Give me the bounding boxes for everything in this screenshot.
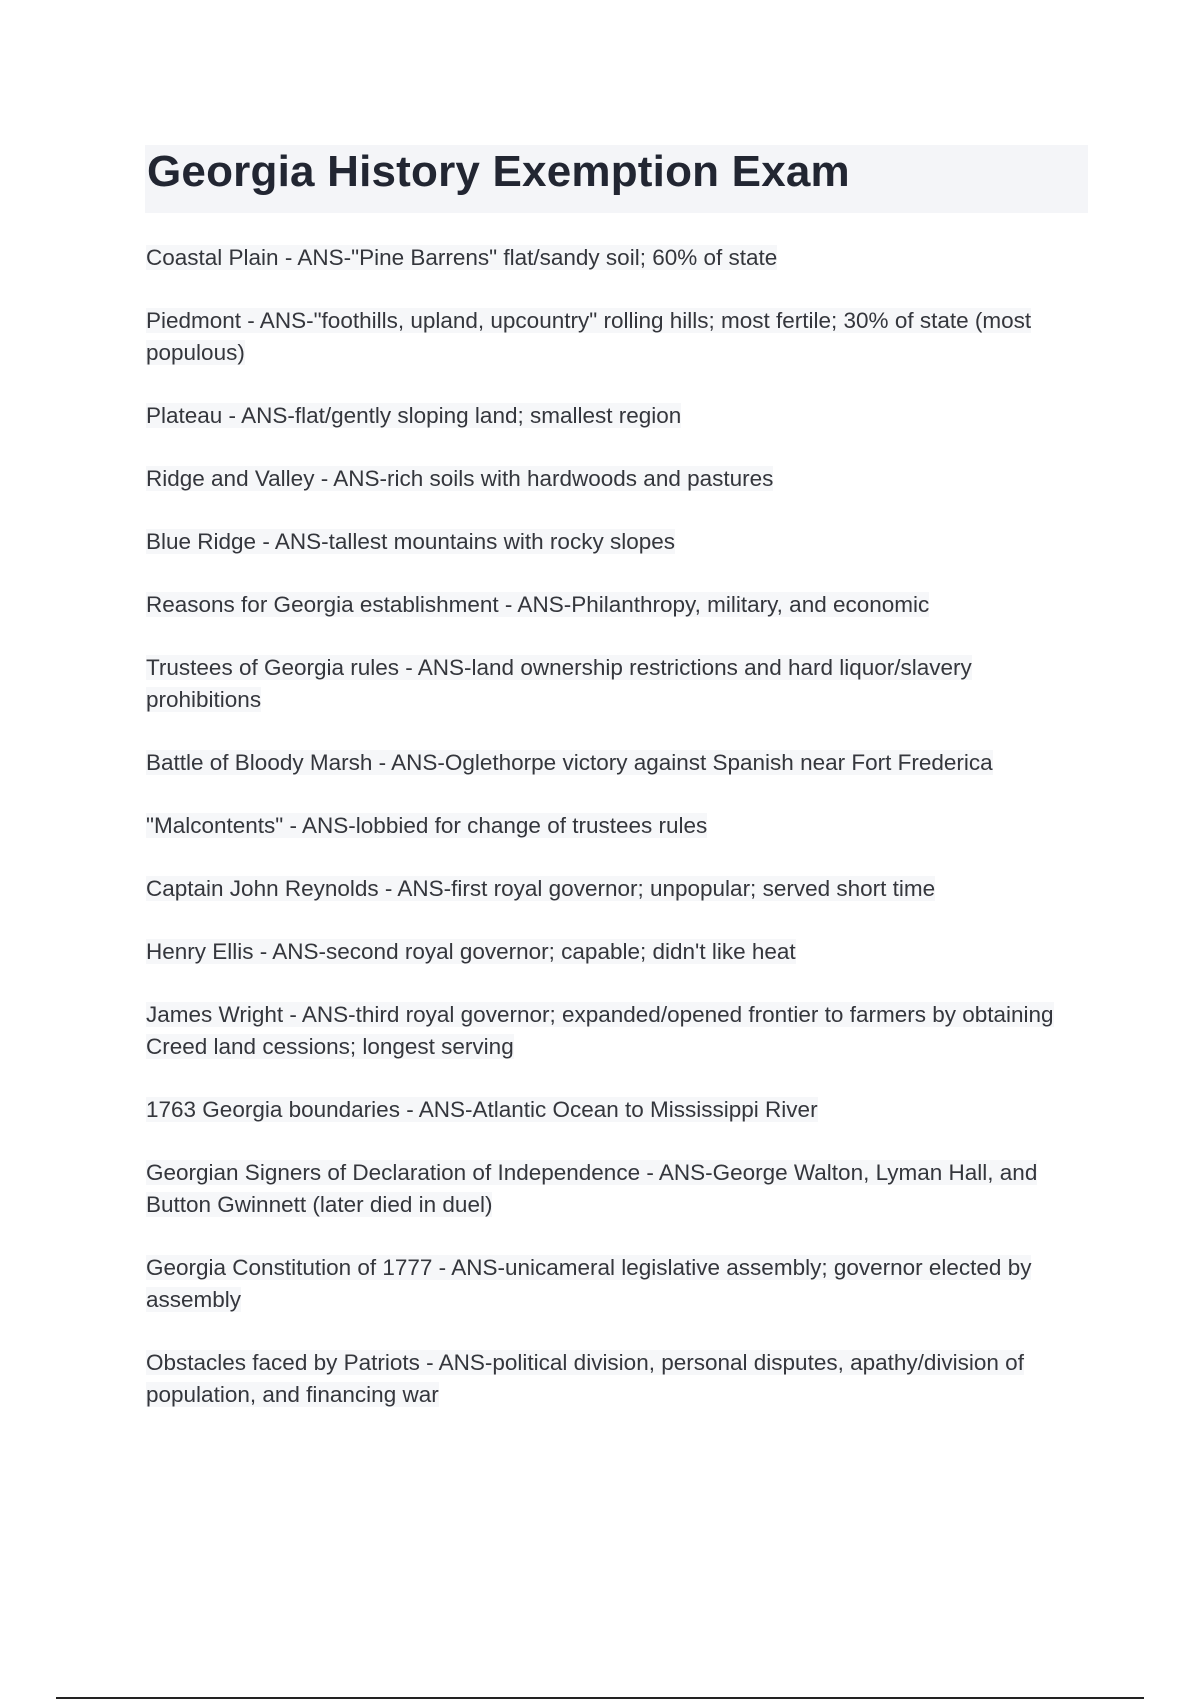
entry-text: Obstacles faced by Patriots - ANS-political division, personal disputes, apathy/division of population, and financing war (146, 1350, 1024, 1407)
entry-text: Piedmont - ANS-"foothills, upland, upcountry" rolling hills; most fertile; 30% of state (most populous) (146, 308, 1032, 365)
list-item (146, 999, 1076, 1063)
footer-divider (56, 1697, 1144, 1699)
list-item (146, 589, 1076, 621)
list-item (146, 463, 1076, 495)
entry-text: Henry Ellis - ANS-second royal governor; capable; didn't like heat (146, 939, 796, 964)
entry-text: Reasons for Georgia establishment - ANS-Philanthropy, military, and economic (146, 592, 930, 617)
flashcard-list (146, 242, 1076, 1442)
list-item (146, 652, 1076, 716)
list-item (146, 936, 1076, 968)
list-item (146, 873, 1076, 905)
entry-text: Coastal Plain - ANS-"Pine Barrens" flat/sandy soil; 60% of state (146, 245, 778, 270)
list-item (146, 526, 1076, 558)
entry-text: Blue Ridge - ANS-tallest mountains with rocky slopes (146, 529, 675, 554)
entry-text: Ridge and Valley - ANS-rich soils with hardwoods and pastures (146, 466, 774, 491)
list-item (146, 305, 1076, 369)
list-item (146, 242, 1076, 274)
entry-text: Georgian Signers of Declaration of Independence - ANS-George Walton, Lyman Hall, and Button Gwinnett (later died in duel) (146, 1160, 1038, 1217)
entry-text: Trustees of Georgia rules - ANS-land ownership restrictions and hard liquor/slavery prohibitions (146, 655, 972, 712)
entry-text: Captain John Reynolds - ANS-first royal governor; unpopular; served short time (146, 876, 936, 901)
list-item (146, 1157, 1076, 1221)
entry-text: Plateau - ANS-flat/gently sloping land; smallest region (146, 403, 682, 428)
entry-text: 1763 Georgia boundaries - ANS-Atlantic Ocean to Mississippi River (146, 1097, 818, 1122)
list-item (146, 1094, 1076, 1126)
list-item (146, 1347, 1076, 1411)
entry-text: "Malcontents" - ANS-lobbied for change of trustees rules (146, 813, 708, 838)
list-item (146, 747, 1076, 779)
entry-text: Georgia Constitution of 1777 - ANS-unicameral legislative assembly; governor elected by assembly (146, 1255, 1032, 1312)
entry-text: James Wright - ANS-third royal governor; expanded/opened frontier to farmers by obtaining Creed land cessions; longest serving (146, 1002, 1054, 1059)
list-item (146, 1252, 1076, 1316)
page-title: Georgia History Exemption Exam (147, 147, 850, 196)
list-item (146, 810, 1076, 842)
list-item (146, 400, 1076, 432)
entry-text: Battle of Bloody Marsh - ANS-Oglethorpe victory against Spanish near Fort Frederica (146, 750, 993, 775)
